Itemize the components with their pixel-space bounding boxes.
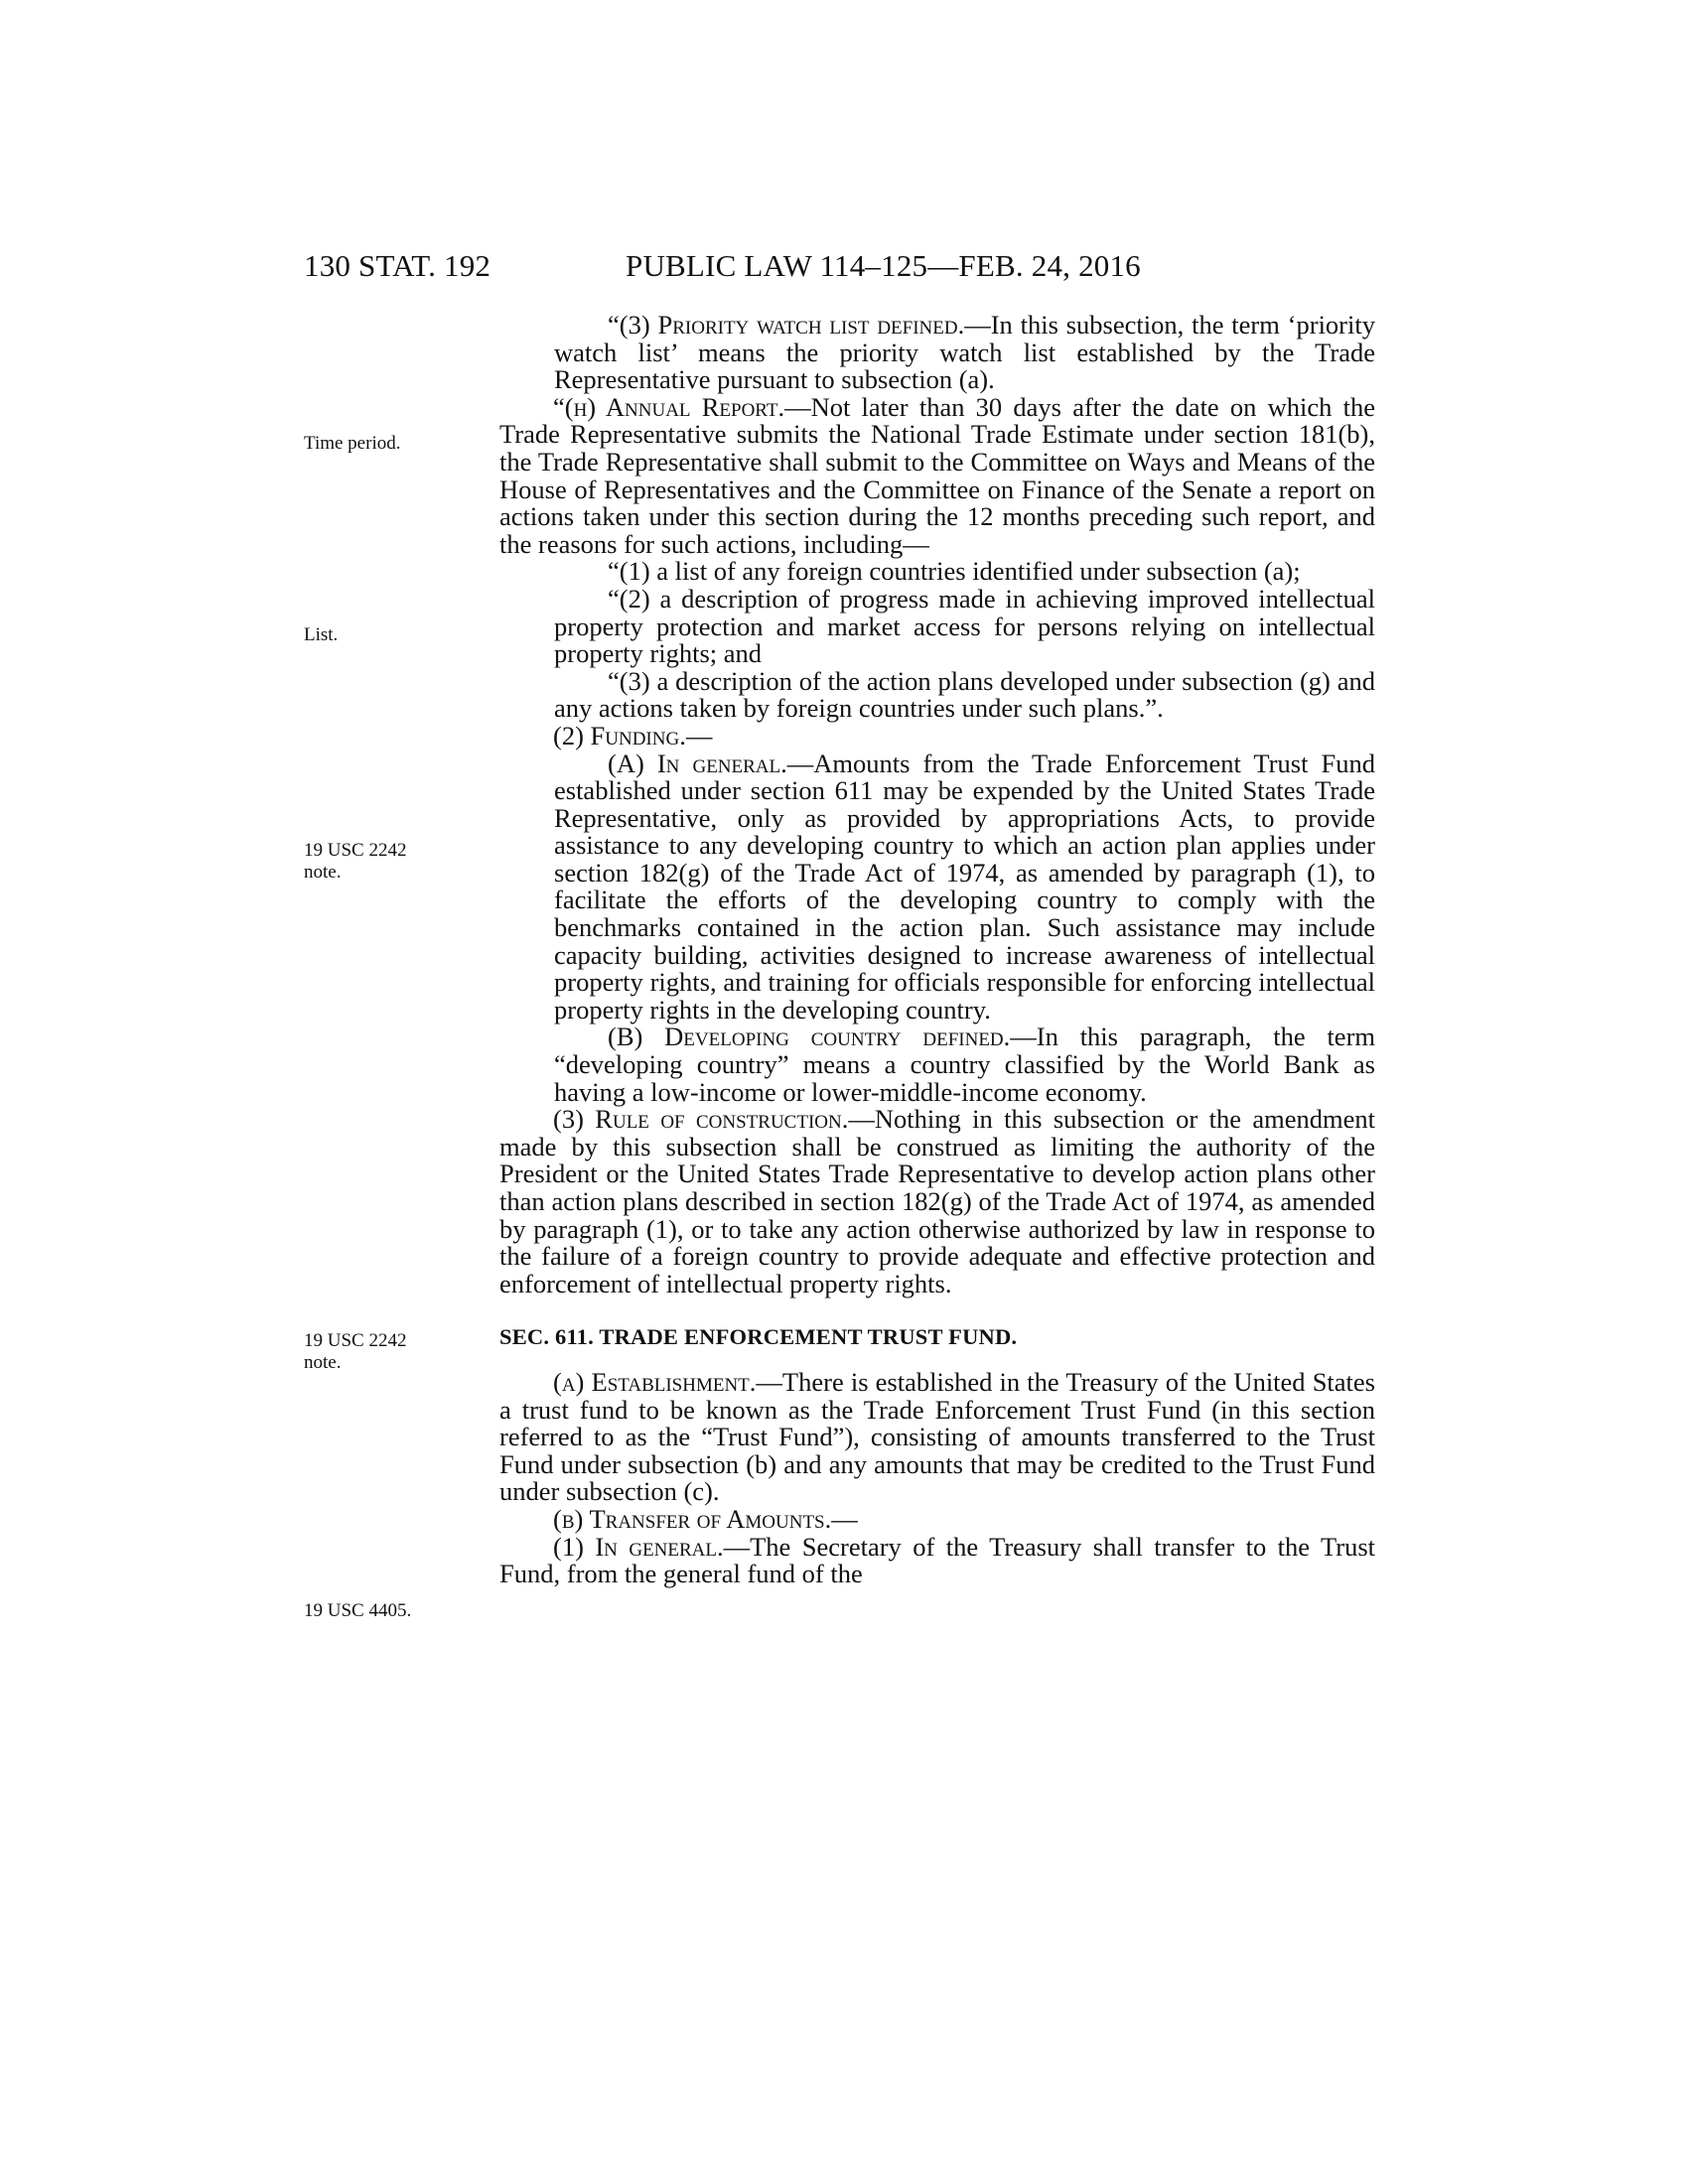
paragraph-list-item-1: “(1) a list of any foreign countries identified under subsection (a);: [608, 556, 1301, 587]
statute-body-text: [499, 312, 1375, 1588]
paragraph-heading: (B) Developing country defined.: [608, 1022, 1011, 1052]
margin-note-list: List.: [304, 624, 339, 645]
paragraph-heading: “(h) Annual Report.: [553, 391, 785, 422]
paragraph-text: —Amounts from the Trade Enforcement Trust Fund established under section 611 may be expended by the United States Trade Representative, only as provided by appropriations Acts, to provide assistance to any developing country to which an action plan applies under section 182(g) of the Trade Act of 1974, as amended by paragraph (1), to facilitate the efforts of the developing country to comply with the benchmarks contained in the action plan. Such assistance may include capacity building, activities designed to increase awareness of intellectual property rights, and training for officials responsible for enforcing intellectual property rights in the developing country.: [554, 748, 1375, 1024]
paragraph-annual-report: [499, 391, 1375, 559]
paragraph-text: —The Secretary of the Treasury shall transfer to the Trust Fund, from the general fund of the: [499, 1531, 1375, 1589]
paragraph-establishment: [499, 1366, 1375, 1507]
paragraph-text: —In this subsection, the term ‘priority watch list’ means the priority watch list established by the Trade Representative pursuant to subsection (a).: [554, 310, 1375, 395]
margin-note-usc-citation: [304, 840, 406, 884]
margin-note-line: 19 USC 2242: [304, 840, 407, 861]
paragraph-in-general: [499, 748, 1375, 1024]
paragraph-heading: (a) Establishment.: [553, 1366, 757, 1397]
paragraph-list-item-2: “(2) a description of progress made in achieving improved intellectual property protection and market access for persons relying on intellectual property rights; and: [554, 583, 1375, 669]
paragraph-priority-watch-list: [499, 312, 1375, 394]
paragraph-transfer-of-amounts: [499, 1503, 1375, 1534]
paragraph-funding: [499, 720, 1375, 751]
paragraph-list-item-3: “(3) a description of the action plans developed under subsection (g) and any actions taken by foreign countries under such plans.”.: [554, 665, 1375, 724]
paragraph-text: —: [685, 720, 713, 751]
margin-note-time-period: Time period.: [304, 433, 401, 454]
paragraph-heading: (b) Transfer of Amounts.: [553, 1503, 832, 1534]
paragraph-text: —In this paragraph, the term “developing country” means a country classified by the World Bank as having a low-income or lower-middle-income economy.: [554, 1022, 1376, 1107]
margin-note-line: 19 USC 2242: [304, 1330, 407, 1351]
margin-note-usc-citation: [304, 1330, 406, 1374]
paragraph-heading: (1) In general.: [553, 1531, 724, 1562]
margin-note-line: note.: [304, 862, 342, 883]
paragraph-text: —There is established in the Treasury of the United States a trust fund to be known as the Trade Enforcement Trust Fund (in this section referred to as the “Trust Fund”), consisting of amounts transferred to the Trust Fund under subsection (b) and any amounts that may be credited to the Trust Fund under subsection (c).: [499, 1366, 1375, 1507]
paragraph-text: —Not later than 30 days after the date on which the Trade Representative submits the National Trade Estimate under section 181(b), the Trade Representative shall submit to the Committee on Ways and Means of the House of Representatives and the Committee on Finance of the Senate a report on actions taken under this section during the 12 months preceding such report, and the reasons for such actions, including—: [499, 391, 1375, 559]
paragraph-heading: (A) In general.: [608, 748, 787, 778]
stat-page-reference: 130 STAT. 192: [304, 248, 492, 283]
margin-note-usc-4405: 19 USC 4405.: [304, 1600, 412, 1621]
paragraph-text: —: [831, 1503, 858, 1534]
paragraph-heading: (3) Rule of construction.: [553, 1104, 849, 1135]
paragraph-developing-country-defined: [499, 1024, 1375, 1106]
paragraph-heading: “(3) Priority watch list defined.: [608, 310, 965, 340]
paragraph-transfer-in-general: [499, 1531, 1375, 1589]
section-heading: SEC. 611. TRADE ENFORCEMENT TRUST FUND.: [499, 1324, 1018, 1350]
paragraph-heading: (2) Funding.: [553, 720, 686, 751]
running-head: PUBLIC LAW 114–125—FEB. 24, 2016: [626, 248, 1141, 283]
margin-note-line: note.: [304, 1352, 342, 1373]
paragraph-rule-of-construction: [499, 1106, 1375, 1297]
paragraph-text: —Nothing in this subsection or the amendment made by this subsection shall be construed as limiting the authority of the President or the United States Trade Representative to develop action plans other than action plans described in section 182(g) of the Trade Act of 1974, as amended by paragraph (1), or to take any action otherwise authorized by law in response to the failure of a foreign country to provide adequate and effective protection and enforcement of intellectual property rights.: [499, 1104, 1376, 1298]
